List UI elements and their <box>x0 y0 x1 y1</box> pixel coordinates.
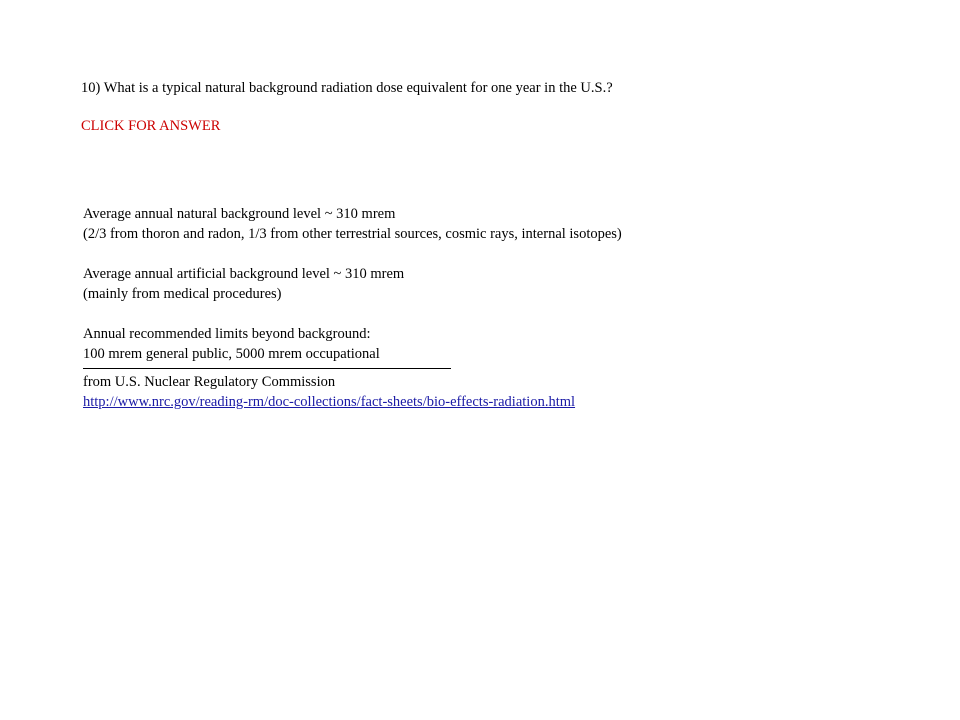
source-url-link[interactable]: http://www.nrc.gov/reading-rm/doc-collections/fact-sheets/bio-effects-radiation.html <box>83 394 576 410</box>
answer-block <box>83 204 622 412</box>
natural-background-level: Average annual natural background level ~ 310 mrem <box>83 206 396 222</box>
spacer <box>83 244 622 264</box>
source-attribution: from U.S. Nuclear Regulatory Commission <box>83 374 336 390</box>
limits-values: 100 mrem general public, 5000 mrem occupational <box>83 346 380 362</box>
limits-heading: Annual recommended limits beyond background: <box>83 326 371 342</box>
artificial-background-level: Average annual artificial background level ~ 310 mrem <box>83 266 405 282</box>
question-text: 10) What is a typical natural background radiation dose equivalent for one year in the U.S.? <box>81 80 613 96</box>
natural-background-sources: (2/3 from thoron and radon, 1/3 from other terrestrial sources, cosmic rays, internal isotopes) <box>83 226 622 242</box>
spacer <box>83 304 622 324</box>
divider-rule <box>83 368 451 369</box>
click-for-answer-link[interactable]: CLICK FOR ANSWER <box>81 118 221 134</box>
artificial-background-sources: (mainly from medical procedures) <box>83 286 282 302</box>
